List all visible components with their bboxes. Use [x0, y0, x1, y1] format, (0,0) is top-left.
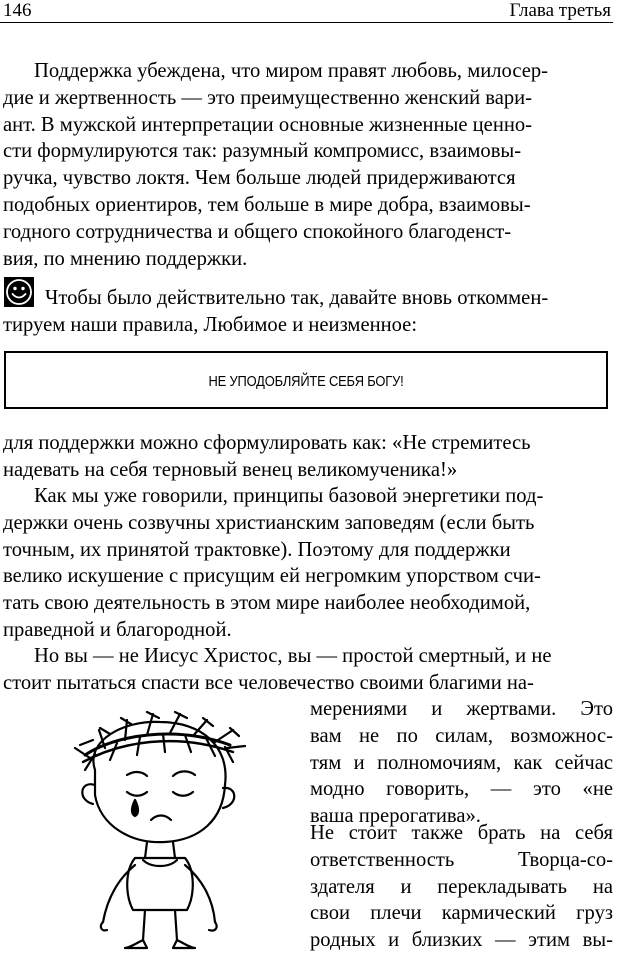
text-line: свои плечи кармический груз	[310, 902, 613, 925]
text-line: дие и жертвенность — это преимущественно женский вари-	[3, 86, 533, 109]
text-line: вия, по мнению поддержки.	[3, 247, 248, 270]
text-line: мерениями и жертвами. Это	[310, 698, 613, 720]
rule-box-text: НЕ УПОДОБЛЯЙТЕ СЕБЯ БОГУ!	[208, 373, 404, 390]
text-line: надевать на себя терновый венец великомученика!»	[3, 458, 458, 481]
text-line: ант. В мужской интерпретации основные жизненные ценно-	[3, 113, 533, 136]
rule-box	[4, 351, 608, 409]
text-line: Как мы уже говорили, принципы базовой энергетики под-	[34, 485, 544, 507]
text-line: тать свою деятельность в этом мире наиболее необходимой,	[3, 592, 531, 615]
text-line: праведной и благородной.	[3, 618, 232, 641]
text-line: сти формулируются так: разумный компромисс, взаимовы-	[3, 140, 522, 163]
text-line: годного сотрудничества и общего спокойного благоденст-	[3, 220, 512, 243]
text-line: модно говорить, — это «не	[310, 778, 613, 801]
text-line: стоит пытаться спасти все человечество своими благими на-	[3, 671, 534, 694]
page-number: 146	[3, 0, 32, 21]
text-line: вам не по силам, возможнос-	[310, 724, 613, 747]
text-line: здателя и перекладывать на	[310, 875, 613, 898]
side-column-2	[310, 820, 613, 954]
text-line: подобных ориентиров, тем больше в мире добра, взаимовы-	[3, 193, 531, 216]
text-line: ручка, чувство локтя. Чем больше людей придерживаются	[3, 167, 516, 190]
chapter-title: Глава третья	[509, 0, 611, 21]
text-line: точным, их принятой трактовке). Поэтому для поддержки	[3, 538, 511, 561]
thorn-crown-child-illustration	[55, 700, 255, 953]
paragraph-1	[3, 58, 613, 272]
text-line: Поддержка убеждена, что миром правят любовь, милосер-	[34, 60, 549, 82]
text-line: тям и полномочиям, как сейчас	[310, 751, 613, 774]
header-rule	[0, 22, 613, 23]
paragraph-4	[3, 483, 613, 644]
text-line: ваша прерогатива».	[310, 805, 481, 828]
text-line: Но вы — не Иисус Христос, вы — простой смертный, и не	[34, 645, 552, 667]
text-line: Не стоит также брать на себя	[310, 822, 613, 844]
paragraph-2	[3, 285, 613, 339]
text-line: Чтобы было действительно так, давайте вновь откоммен-	[45, 287, 549, 309]
page-header	[0, 0, 620, 24]
text-line: тируем наши правила, Любимое и неизменное:	[3, 313, 418, 336]
text-line: велико искушение с присущим ей негромким упорством счи-	[3, 565, 541, 588]
side-column-1	[310, 696, 613, 830]
text-line: для поддержки можно сформулировать как: «Не стремитесь	[3, 432, 531, 454]
text-line: ответственность Творца-со-	[310, 848, 613, 871]
text-line: держки очень созвучны христианским заповедям (если быть	[3, 511, 535, 534]
paragraph-3	[3, 430, 613, 484]
text-line: родных и близких — этим вы-	[310, 929, 613, 952]
paragraph-5	[3, 643, 613, 697]
